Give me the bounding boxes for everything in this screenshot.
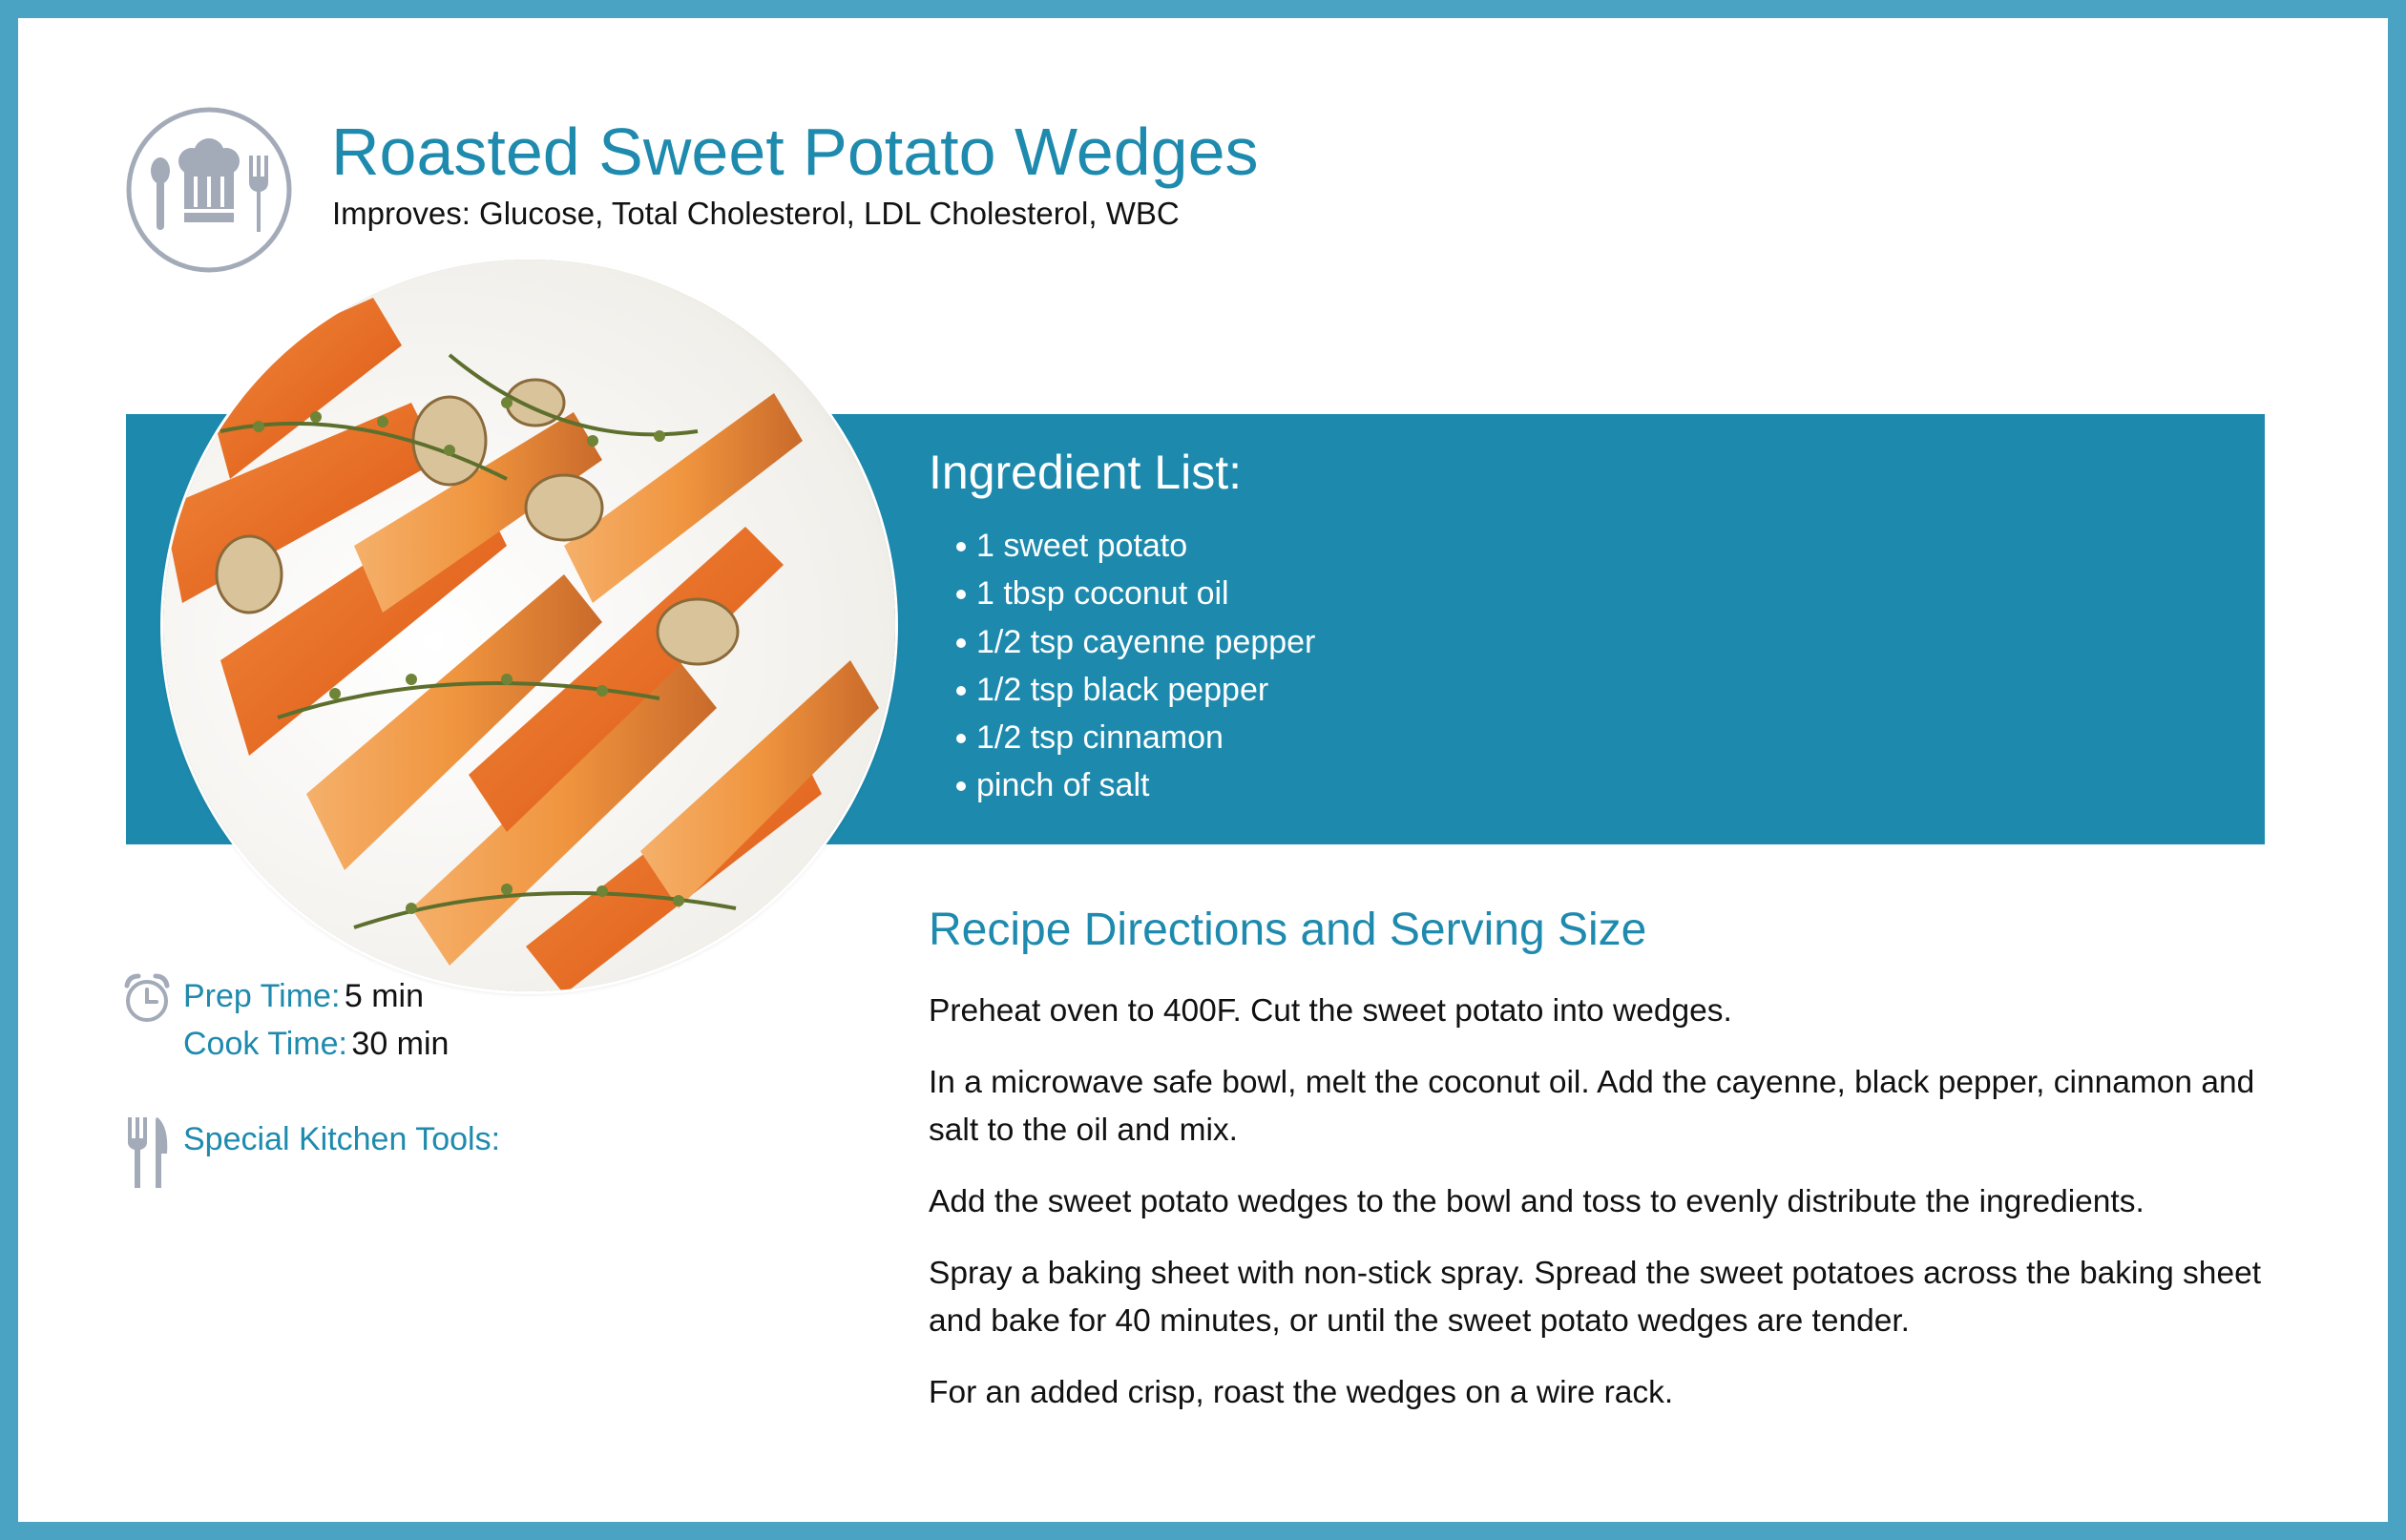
prep-time-label: Prep Time: <box>183 978 341 1014</box>
fork-knife-icon <box>125 1115 171 1190</box>
direction-step: In a microwave safe bowl, melt the coconut oil. Add the cayenne, black pepper, cinnamon and salt to the oil and mix. <box>929 1065 2255 1148</box>
ingredient-list <box>929 522 1315 810</box>
prep-time-value: 5 min <box>344 978 424 1014</box>
ingredient-item: 1/2 tsp black pepper <box>929 666 1315 714</box>
improves-text: Improves: Glucose, Total Cholesterol, LDL Cholesterol, WBC <box>332 196 1180 231</box>
direction-step: Preheat oven to 400F. Cut the sweet potato into wedges. <box>929 993 1732 1029</box>
cook-time-label: Cook Time: <box>183 1026 347 1062</box>
directions-body <box>929 988 2265 1441</box>
cook-time-row <box>183 1026 449 1063</box>
recipe-card <box>18 18 2388 1522</box>
recipe-title: Roasted Sweet Potato Wedges <box>331 114 1259 189</box>
ingredient-item: 1/2 tsp cayenne pepper <box>929 618 1315 666</box>
chef-hat-utensils-icon <box>125 106 293 274</box>
ingredient-item: pinch of salt <box>929 761 1315 809</box>
direction-step: Add the sweet potato wedges to the bowl and toss to evenly distribute the ingredients. <box>929 1184 2144 1219</box>
prep-time-row <box>183 978 424 1015</box>
ingredient-list-heading: Ingredient List: <box>929 446 1242 499</box>
direction-step: Spray a baking sheet with non-stick spray. Spread the sweet potatoes across the baking sheet and bake for 40 minutes, or until the sweet potato wedges are tender. <box>929 1256 2262 1339</box>
cook-time-value: 30 min <box>351 1026 450 1062</box>
recipe-photo <box>163 260 895 991</box>
directions-heading: Recipe Directions and Serving Size <box>929 905 1647 955</box>
ingredient-item: 1 sweet potato <box>929 522 1315 570</box>
ingredient-item: 1/2 tsp cinnamon <box>929 714 1315 761</box>
special-kitchen-tools-label: Special Kitchen Tools: <box>183 1121 501 1157</box>
ingredient-item: 1 tbsp coconut oil <box>929 570 1315 617</box>
direction-step: For an added crisp, roast the wedges on a wire rack. <box>929 1375 1674 1410</box>
alarm-clock-icon <box>123 972 171 1024</box>
